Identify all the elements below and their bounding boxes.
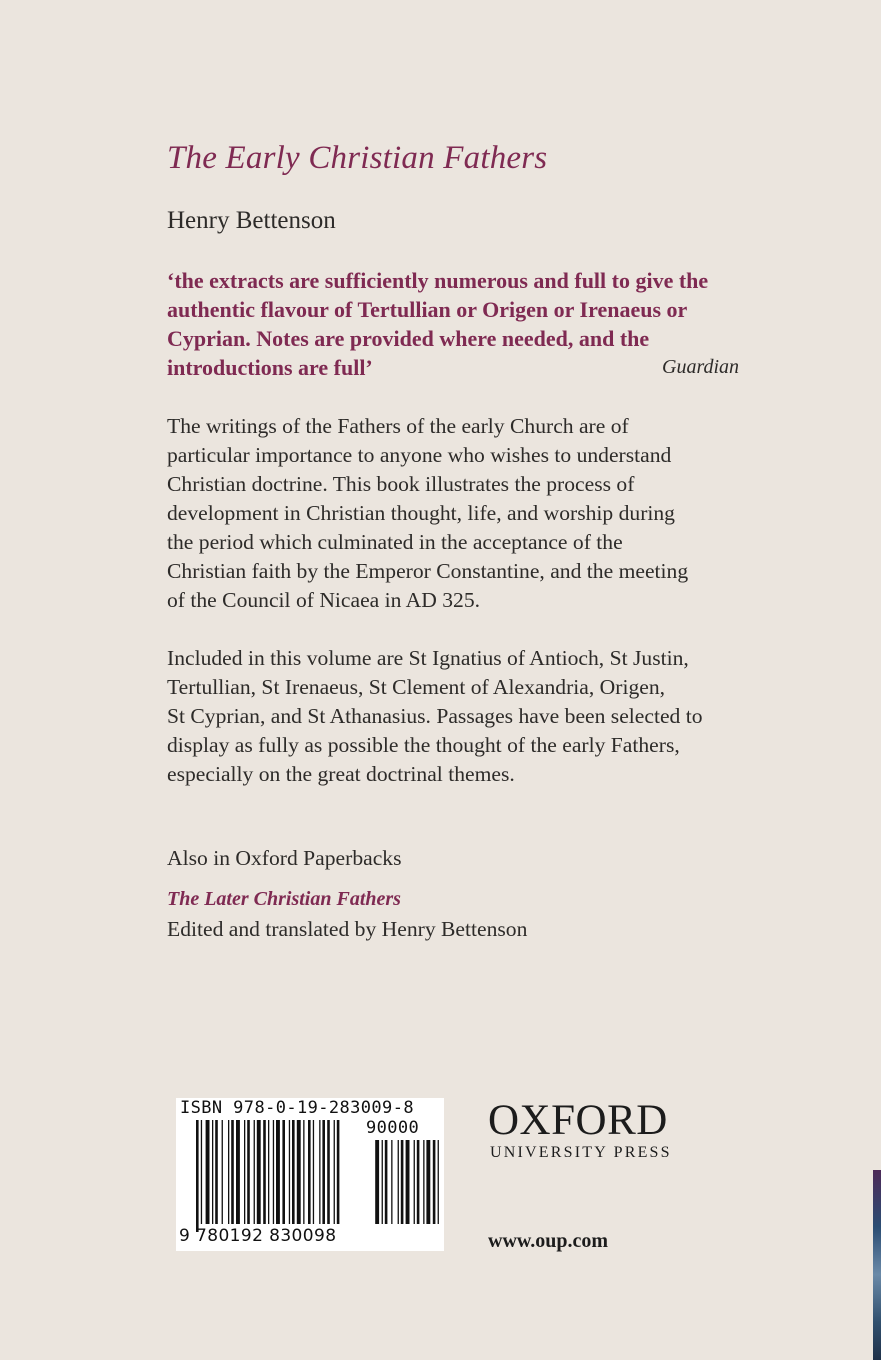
related-book-credit: Edited and translated by Henry Bettenson: [167, 917, 528, 941]
barcode-addon: 90000: [366, 1118, 420, 1138]
review-quote-line: Cyprian. Notes are provided where needed, and the: [167, 326, 650, 351]
description-line: display as fully as possible the thought of the early Fathers,: [167, 733, 680, 757]
description-line: Included in this volume are St Ignatius of Antioch, St Justin,: [167, 646, 689, 670]
description-line: The writings of the Fathers of the early Church are of: [167, 414, 629, 438]
also-heading: Also in Oxford Paperbacks: [167, 846, 402, 870]
description-line: Christian doctrine. This book illustrates the process of: [167, 472, 635, 496]
description-paragraph-2: [167, 644, 767, 789]
review-quote: [167, 266, 747, 382]
publisher-website: www.oup.com: [488, 1230, 609, 1252]
description-paragraph-1: [167, 412, 767, 615]
barcode: [176, 1098, 444, 1251]
publisher-subtitle: UNIVERSITY PRESS: [490, 1144, 672, 1161]
description-line: particular importance to anyone who wishes to understand: [167, 443, 672, 467]
book-author: Henry Bettenson: [167, 207, 336, 234]
book-title: The Early Christian Fathers: [167, 140, 548, 176]
review-source: Guardian: [662, 356, 740, 378]
edge-strip: [873, 1170, 881, 1360]
barcode-number: 9 780192 830098: [179, 1226, 337, 1246]
publisher-logo: OXFORD: [488, 1097, 668, 1144]
description-line: the period which culminated in the acceptance of the: [167, 530, 623, 554]
description-line: Christian faith by the Emperor Constantine, and the meeting: [167, 559, 689, 583]
description-line: especially on the great doctrinal themes.: [167, 762, 515, 786]
related-book-title: The Later Christian Fathers: [167, 888, 401, 910]
review-quote-line: ‘the extracts are sufficiently numerous and full to give the: [167, 268, 709, 293]
review-quote-line: introductions are full’: [167, 355, 373, 380]
description-line: St Cyprian, and St Athanasius. Passages have been selected to: [167, 704, 703, 728]
description-line: development in Christian thought, life, and worship during: [167, 501, 675, 525]
description-line: of the Council of Nicaea in AD 325.: [167, 588, 481, 612]
description-line: Tertullian, St Irenaeus, St Clement of Alexandria, Origen,: [167, 675, 666, 699]
barcode-isbn: ISBN 978-0-19-283009-8: [180, 1098, 414, 1118]
review-quote-line: authentic flavour of Tertullian or Origen or Irenaeus or: [167, 297, 688, 322]
